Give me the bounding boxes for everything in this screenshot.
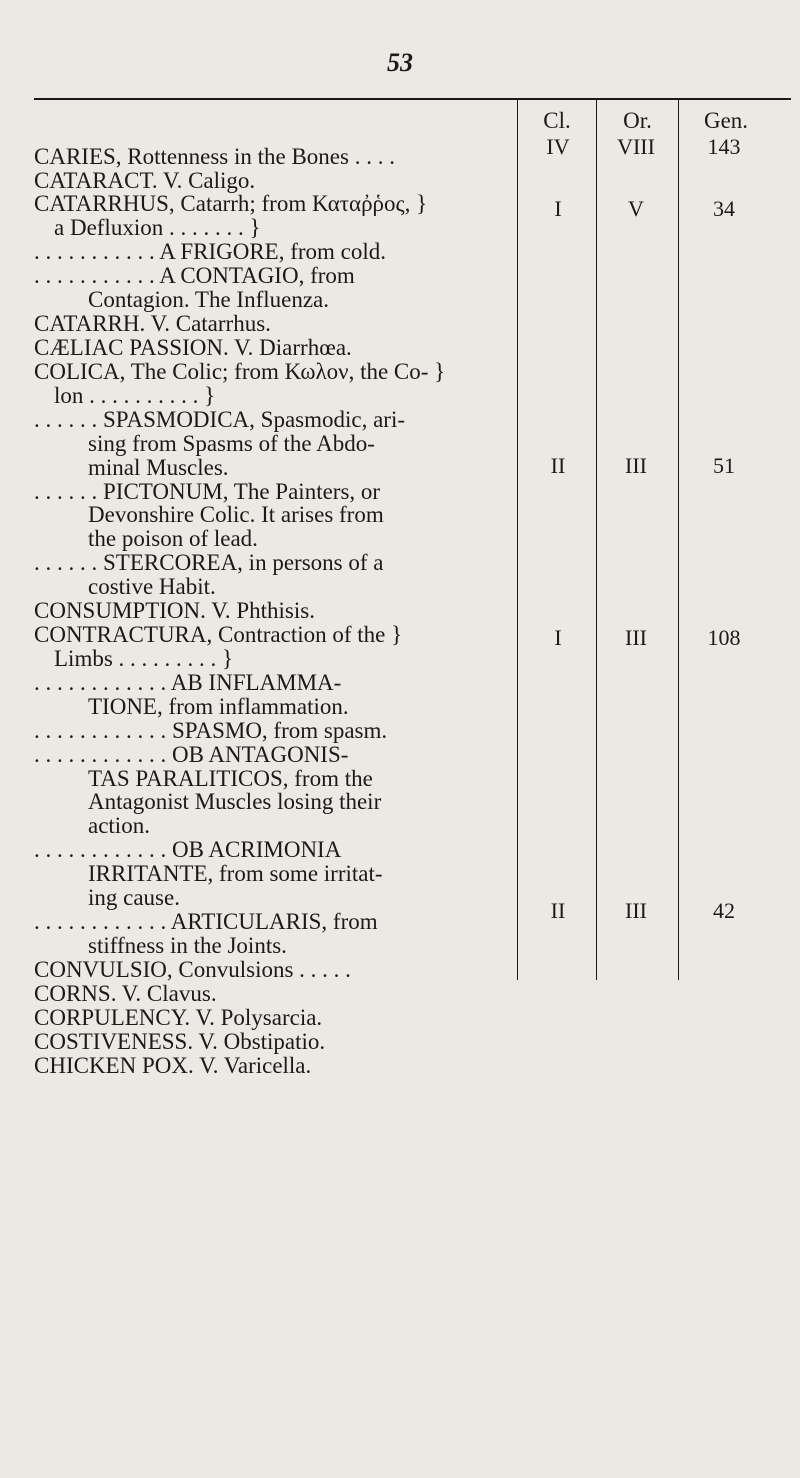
row-genus: 51 [713, 453, 735, 478]
entry-line: stiffness in the Joints. [88, 933, 287, 958]
header-order: Or. [623, 108, 652, 133]
row-genus: 108 [707, 625, 741, 650]
column-divider [596, 100, 597, 980]
row-genus: 143 [707, 134, 741, 159]
row-order: III [625, 453, 647, 478]
entry-line: CARIES, Rottenness in the Bones . . . . [34, 144, 395, 169]
row-class: IV [546, 134, 570, 159]
column-divider [517, 100, 518, 980]
row-class: I [554, 196, 562, 221]
entry-line: . . . . . . . . . . . . AB INFLAMMA- [34, 670, 342, 695]
entry-line: CÆLIAC PASSION. V. Diarrhœa. [34, 335, 352, 360]
row-order: III [625, 898, 647, 923]
row-order: III [625, 625, 647, 650]
entry-line: CATARACT. V. Caligo. [34, 168, 256, 193]
page-number: 53 [387, 48, 413, 77]
entry-line: CORNS. V. Clavus. [34, 981, 217, 1006]
entry-line: Antagonist Muscles losing their [88, 789, 382, 814]
entry-line: TIONE, from inflammation. [88, 694, 349, 719]
entry-line: . . . . . . PICTONUM, The Painters, or [34, 479, 381, 504]
entry-line: CORPULENCY. V. Polysarcia. [34, 1005, 323, 1030]
row-genus: 42 [713, 898, 735, 923]
entry-line: a Defluxion . . . . . . . } [54, 215, 261, 240]
entry-line: CATARRHUS, Catarrh; from Καταῤῥος, } [34, 191, 428, 216]
header-class: Cl. [543, 108, 571, 133]
entry-line: . . . . . . . . . . . . OB ANTAGONIS- [34, 742, 349, 767]
entry-line: . . . . . . . . . . . . ARTICULARIS, from [34, 909, 378, 934]
entry-line: lon . . . . . . . . . . } [54, 383, 216, 408]
header-genus: Gen. [703, 108, 749, 133]
entry-line: COSTIVENESS. V. Obstipatio. [34, 1029, 326, 1054]
entry-line: CATARRH. V. Catarrhus. [34, 311, 271, 336]
entry-line: minal Muscles. [88, 455, 229, 480]
entry-line: . . . . . . . . . . . A CONTAGIO, from [34, 263, 355, 288]
row-genus: 34 [713, 196, 735, 221]
entry-line: CONTRACTURA, Contraction of the } [34, 622, 403, 647]
row-class: I [554, 625, 562, 650]
entry-line: COLICA, The Colic; from Κωλον, the Co- } [34, 359, 446, 384]
entry-line: sing from Spasms of the Abdo- [88, 431, 375, 456]
entry-line: CHICKEN POX. V. Varicella. [34, 1053, 312, 1078]
entry-line: ing cause. [88, 885, 180, 910]
entry-line: IRRITANTE, from some irritat- [88, 861, 383, 886]
row-class: II [550, 898, 566, 923]
entry-line: Limbs . . . . . . . . . } [54, 646, 234, 671]
row-class: II [550, 453, 566, 478]
entry-line: TAS PARALITICOS, from the [88, 766, 373, 791]
entry-line: . . . . . . . . . . . . OB ACRIMONIA [34, 837, 342, 862]
entry-line: CONVULSIO, Convulsions . . . . . [34, 957, 351, 982]
row-order: VIII [617, 134, 655, 159]
row-order: V [628, 196, 644, 221]
entry-line: . . . . . . . . . . . A FRIGORE, from cold. [34, 239, 387, 264]
column-divider [678, 100, 679, 980]
entry-line: costive Habit. [88, 574, 216, 599]
entry-line: . . . . . . STERCOREA, in persons of a [34, 550, 384, 575]
entry-line: Contagion. The Influenza. [88, 287, 330, 312]
entry-line: Devonshire Colic. It arises from [88, 502, 384, 527]
entry-line: . . . . . . SPASMODICA, Spasmodic, ari- [34, 407, 406, 432]
entry-line: action. [88, 813, 150, 838]
entry-line: . . . . . . . . . . . . SPASMO, from spasm. [34, 718, 388, 743]
entry-line: the poison of lead. [88, 526, 258, 551]
entry-line: CONSUMPTION. V. Phthisis. [34, 598, 315, 623]
